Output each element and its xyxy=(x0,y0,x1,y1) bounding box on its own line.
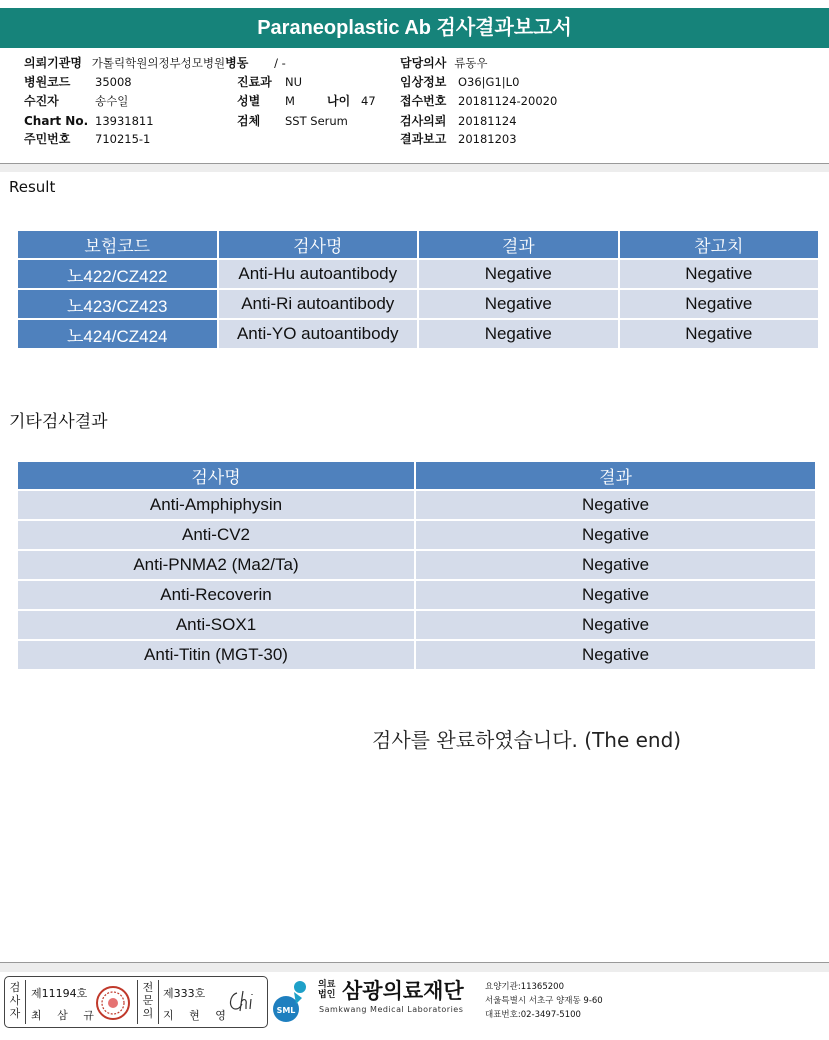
table-row xyxy=(18,521,815,549)
institution-value: 가톨릭학원의정부성모병원 xyxy=(91,56,226,70)
org-contact-info xyxy=(485,980,603,1022)
org-code: 요양기관:11365200 xyxy=(485,982,564,992)
test-result: Negative xyxy=(416,641,815,669)
ward-value: / - xyxy=(274,56,286,70)
test-result: Negative xyxy=(416,491,815,519)
patient-value: 송수일 xyxy=(95,94,129,108)
seal-stamp-icon xyxy=(95,985,131,1021)
test-result: Negative xyxy=(416,611,815,639)
result-header-row xyxy=(18,231,818,258)
result-section-label: Result xyxy=(9,178,56,196)
table-row xyxy=(18,641,815,669)
table-row xyxy=(18,491,815,519)
other-section-label: 기타검사결과 xyxy=(9,412,108,432)
hospital-code-label: 병원코드 xyxy=(24,75,71,89)
test-result: Negative xyxy=(416,581,815,609)
header-test-name: 검사명 xyxy=(18,462,414,489)
request-date: 20181124 xyxy=(458,114,517,128)
end-message: 검사를 완료하였습니다. (The end) xyxy=(372,728,682,752)
report-date: 20181203 xyxy=(458,132,517,146)
institution-label: 의뢰기관명 xyxy=(24,56,82,70)
test-name: Anti-Ri autoantibody xyxy=(219,290,418,318)
table-row xyxy=(18,551,815,579)
patient-label: 수진자 xyxy=(24,94,59,108)
table-row xyxy=(18,611,815,639)
result-table xyxy=(16,229,820,350)
id-label: 주민번호 xyxy=(24,132,71,146)
sml-logo-icon xyxy=(272,978,316,1026)
table-row xyxy=(18,290,818,318)
specimen-value: SST Serum xyxy=(285,114,348,128)
test-result: Negative xyxy=(419,290,618,318)
test-result: Negative xyxy=(416,521,815,549)
reference-value: Negative xyxy=(620,260,819,288)
doctor-value: 류동우 xyxy=(454,56,488,70)
reference-value: Negative xyxy=(620,290,819,318)
dept-label: 진료과 xyxy=(237,75,272,89)
age-value: 47 xyxy=(361,94,376,108)
clinical-value: O36|G1|L0 xyxy=(458,75,520,89)
specialist-name: 지 현 영 xyxy=(163,1009,232,1022)
age-label: 나이 xyxy=(327,94,351,108)
test-name: Anti-CV2 xyxy=(18,521,414,549)
table-row xyxy=(18,260,818,288)
other-header-row xyxy=(18,462,815,489)
org-phone: 대표번호:02-3497-5100 xyxy=(485,1010,581,1020)
inspector-name: 최 삼 규 xyxy=(31,1009,100,1022)
clinical-label: 임상정보 xyxy=(400,75,447,89)
id-value: 710215-1 xyxy=(95,132,151,146)
test-result: Negative xyxy=(416,551,815,579)
org-name: 삼광의료재단 xyxy=(342,979,464,1003)
specimen-label: 검체 xyxy=(237,114,261,128)
logo-text: SML xyxy=(276,1006,296,1015)
doctor-label: 담당의사 xyxy=(400,56,447,70)
insurance-code: 노422/CZ422 xyxy=(18,260,217,288)
reference-value: Negative xyxy=(620,320,819,348)
insurance-code: 노424/CZ424 xyxy=(18,320,217,348)
signature-icon xyxy=(225,987,263,1017)
info-band xyxy=(0,164,829,172)
test-name: Anti-Amphiphysin xyxy=(18,491,414,519)
test-result: Negative xyxy=(419,320,618,348)
header-test-name: 검사명 xyxy=(219,231,418,258)
org-address: 서울특별시 서초구 양재동 9-60 xyxy=(485,996,603,1006)
dept-value: NU xyxy=(285,75,303,89)
inspector-number: 제11194호 xyxy=(31,987,88,1000)
receipt-value: 20181124-20020 xyxy=(458,94,558,108)
patient-info xyxy=(0,54,829,164)
divider xyxy=(25,980,26,1024)
test-name: Anti-Titin (MGT-30) xyxy=(18,641,414,669)
specialist-number: 제333호 xyxy=(163,987,206,1000)
divider xyxy=(158,980,159,1024)
test-name: Anti-Recoverin xyxy=(18,581,414,609)
report-title: Paraneoplastic Ab 검사결과보고서 xyxy=(0,8,829,48)
footer-band xyxy=(0,962,829,972)
sex-label: 성별 xyxy=(237,94,261,108)
chart-value: 13931811 xyxy=(95,114,154,128)
org-prefix: 의료 법인 xyxy=(318,980,336,1000)
report-label: 결과보고 xyxy=(400,132,447,146)
sex-value: M xyxy=(285,94,295,108)
specialist-column-label: 전 문 의 xyxy=(142,981,154,1020)
test-name: Anti-YO autoantibody xyxy=(219,320,418,348)
test-name: Anti-SOX1 xyxy=(18,611,414,639)
header-result: 결과 xyxy=(416,462,815,489)
signature-box xyxy=(4,976,268,1028)
test-result: Negative xyxy=(419,260,618,288)
header-insurance-code: 보험코드 xyxy=(18,231,217,258)
test-name: Anti-Hu autoantibody xyxy=(219,260,418,288)
other-test-table xyxy=(16,460,817,671)
test-name: Anti-PNMA2 (Ma2/Ta) xyxy=(18,551,414,579)
request-label: 검사의뢰 xyxy=(400,114,447,128)
chart-label: Chart No. xyxy=(24,114,89,128)
header-reference: 참고치 xyxy=(620,231,819,258)
insurance-code: 노423/CZ423 xyxy=(18,290,217,318)
org-english-name: Samkwang Medical Laboratories xyxy=(319,1005,464,1014)
divider xyxy=(137,980,138,1024)
inspector-column-label: 검 사 자 xyxy=(9,981,21,1020)
hospital-code-value: 35008 xyxy=(95,75,132,89)
table-row xyxy=(18,320,818,348)
header-result: 결과 xyxy=(419,231,618,258)
ward-label: 병동 xyxy=(225,56,249,70)
table-row xyxy=(18,581,815,609)
receipt-label: 접수번호 xyxy=(400,94,447,108)
